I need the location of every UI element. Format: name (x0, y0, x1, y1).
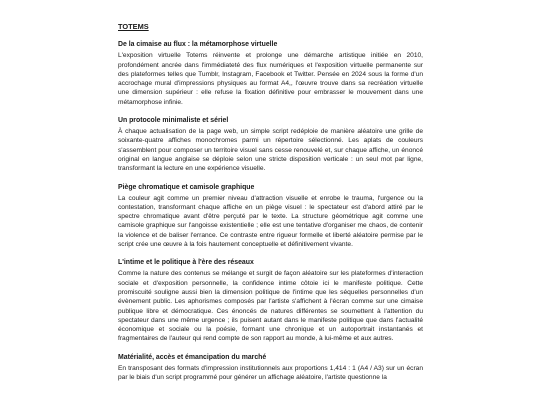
document-title: TOTEMS (118, 22, 149, 31)
section-heading: Matérialité, accès et émancipation du marché (118, 353, 267, 361)
section-body: À chaque actualisation de la page web, un simple script redéploie de manière aléatoire une grille de soixante-quatre affiches monochromes parmi un répertoire sélectionné. Les aplats de couleurs s'assemblent pour composer un territoire visuel sans cesse renouvelé et, sur chaque affiche, un énoncé original en langue anglaise se déploie selon une stricte disposition verticale : un seul mot par ligne, transformant la lecture en une expérience visuelle. (118, 128, 423, 173)
section-body: Comme la nature des contenus se mélange et surgit de façon aléatoire sur les plateformes d'interaction sociale et d'exposition personnelle, la confidence intime côtoie ici le manifeste politique. Cette promiscuité souligne aussi bien la dimension politique de l'intime que les séquelles personnelles d'un évènement public. Les aphorismes composés par l'artiste s'affichent à l'écran comme sur une cimaise publique libre et démocratique. Ces énoncés de natures différentes se soumettent à l'attention du spectateur dans une même urgence ; ils puisent autant dans le manifeste politique que dans l'actualité économique et sociale ou la poésie, formant une chronique et un autoportrait instantanés et fragmentaires de l'auteur qui rend compte de son rapport au monde, à lui-même et aux autres. (118, 270, 423, 343)
section-body: La couleur agit comme un premier niveau d'attraction visuelle et enrobe le trauma, l'urgence ou la contestation, transformant chaque affiche en un piège visuel : le spectateur est d'abord attiré par le spectre chromatique avant d'être perçuté par le texte. La structure géométrique agit comme une camisole graphique sur l'angoisse existentielle ; elle est une tentative d'organiser me chaos, de contenir la violence et de baliser l'errance. Ce contraste entre rigueur formelle et liberté aléatoire permise par le script crée une œuvre à la fois hautement conceptuelle et définitivement vivante. (118, 194, 423, 249)
section-intime-politique (118, 258, 423, 343)
section-heading: Piège chromatique et camisole graphique (118, 183, 255, 191)
section-body: L'exposition virtuelle Totems réinvente et prolonge une démarche artistique initiée en 2010, profondément ancrée dans l'immédiateté des flux numériques et l'exposition virtuelle permanente sur des plateformes telles que Tumblr, Instagram, Facebook et Twitter. Pensée en 2024 sous la forme d'un accrochage mural d'impressions physiques au format A4,, l'œuvre trouve dans sa recréation virtuelle une dimension supérieur : elle refuse la fixation définitive pour embrasser le mouvement dans une métamorphose infinie. (118, 52, 423, 106)
document-page (118, 22, 423, 391)
section-cimaise-flux (118, 40, 423, 107)
section-body: En transposant des formats d'impression institutionnels aux proportions 1,414 : 1 (A4 / A3) sur un écran par le biais d'un script programmé pour générer un affichage aléatoire, l'artiste questionne la (118, 364, 423, 382)
section-heading: L'intime et le politique à l'ère des réseaux (118, 259, 254, 267)
section-heading: Un protocole minimaliste et sériel (118, 117, 229, 125)
section-heading: De la cimaise au flux : la métamorphose virtuelle (118, 41, 278, 49)
section-piege-chromatique (118, 183, 423, 250)
section-materialite (118, 353, 423, 383)
section-protocole (118, 116, 423, 173)
